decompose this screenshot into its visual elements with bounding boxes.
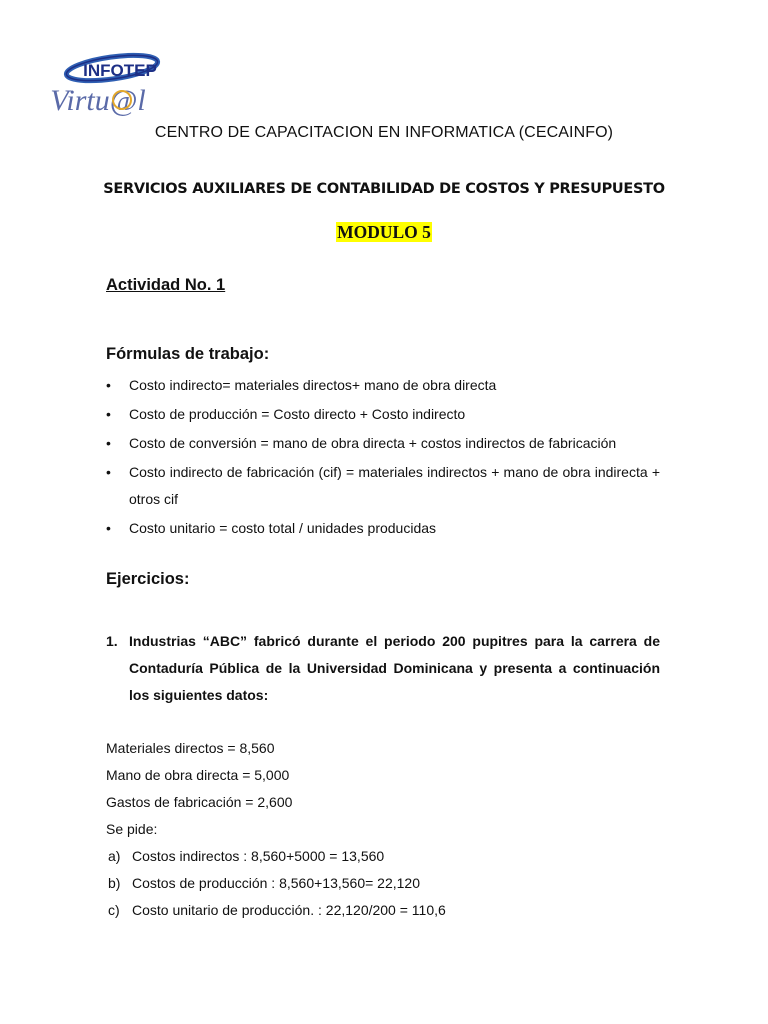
data-line: Gastos de fabricación = 2,600 (106, 794, 293, 810)
answer-item (108, 897, 446, 924)
exercise-number: 1. (106, 633, 118, 649)
answer-label: a) (108, 848, 121, 864)
center-title: CENTRO DE CAPACITACION EN INFORMATICA (CECAINFO) (154, 124, 614, 141)
logo-script-text: Virtu@l (50, 84, 146, 117)
answer-item (108, 870, 446, 897)
answer-text: Costos indirectos : 8,560+5000 = 13,560 (132, 848, 385, 864)
formulas-heading: Fórmulas de trabajo: (106, 345, 270, 363)
answer-label: b) (108, 875, 121, 891)
answer-list (108, 843, 446, 924)
answer-text: Costo unitario de producción. : 22,120/200 = 110,6 (132, 902, 446, 918)
exercise-data (106, 735, 292, 843)
answer-label: c) (108, 902, 120, 918)
module-label-wrap (0, 222, 768, 243)
module-label: MODULO 5 (337, 222, 431, 242)
data-line: Materiales directos = 8,560 (106, 740, 275, 756)
formula-list (106, 372, 660, 544)
exercise-text: Industrias “ABC” fabricó durante el periodo 200 pupitres para la carrera de Contaduría Pública de la Universidad Dominicana y presenta a continuación los siguientes datos: (129, 633, 660, 703)
data-line: Mano de obra directa = 5,000 (106, 767, 290, 783)
answer-text: Costos de producción : 8,560+13,560= 22,120 (132, 875, 420, 891)
logo-brand-text: INFOTEP (83, 61, 157, 80)
infotep-logo-graphic (38, 44, 168, 120)
answer-item (108, 843, 446, 870)
formula-item: • Costo de producción = Costo directo + Costo indirecto (106, 401, 660, 428)
formula-item: • Costo unitario = costo total / unidades producidas (106, 515, 660, 542)
formula-item: • Costo indirecto= materiales directos+ mano de obra directa (106, 372, 660, 399)
activity-title: Actividad No. 1 (106, 276, 226, 294)
exercises-heading: Ejercicios: (106, 570, 190, 588)
formula-item: • Costo indirecto de fabricación (cif) = materiales indirectos + mano de obra indirecta + otros cif (106, 459, 660, 513)
formula-item: • Costo de conversión = mano de obra directa + costos indirectos de fabricación (106, 430, 660, 457)
data-line: Se pide: (106, 821, 158, 837)
infotep-virtual-logo (38, 44, 168, 120)
course-subtitle: SERVICIOS AUXILIARES DE CONTABILIDAD DE COSTOS Y PRESUPUESTO (103, 181, 665, 197)
exercise-item (106, 628, 660, 709)
